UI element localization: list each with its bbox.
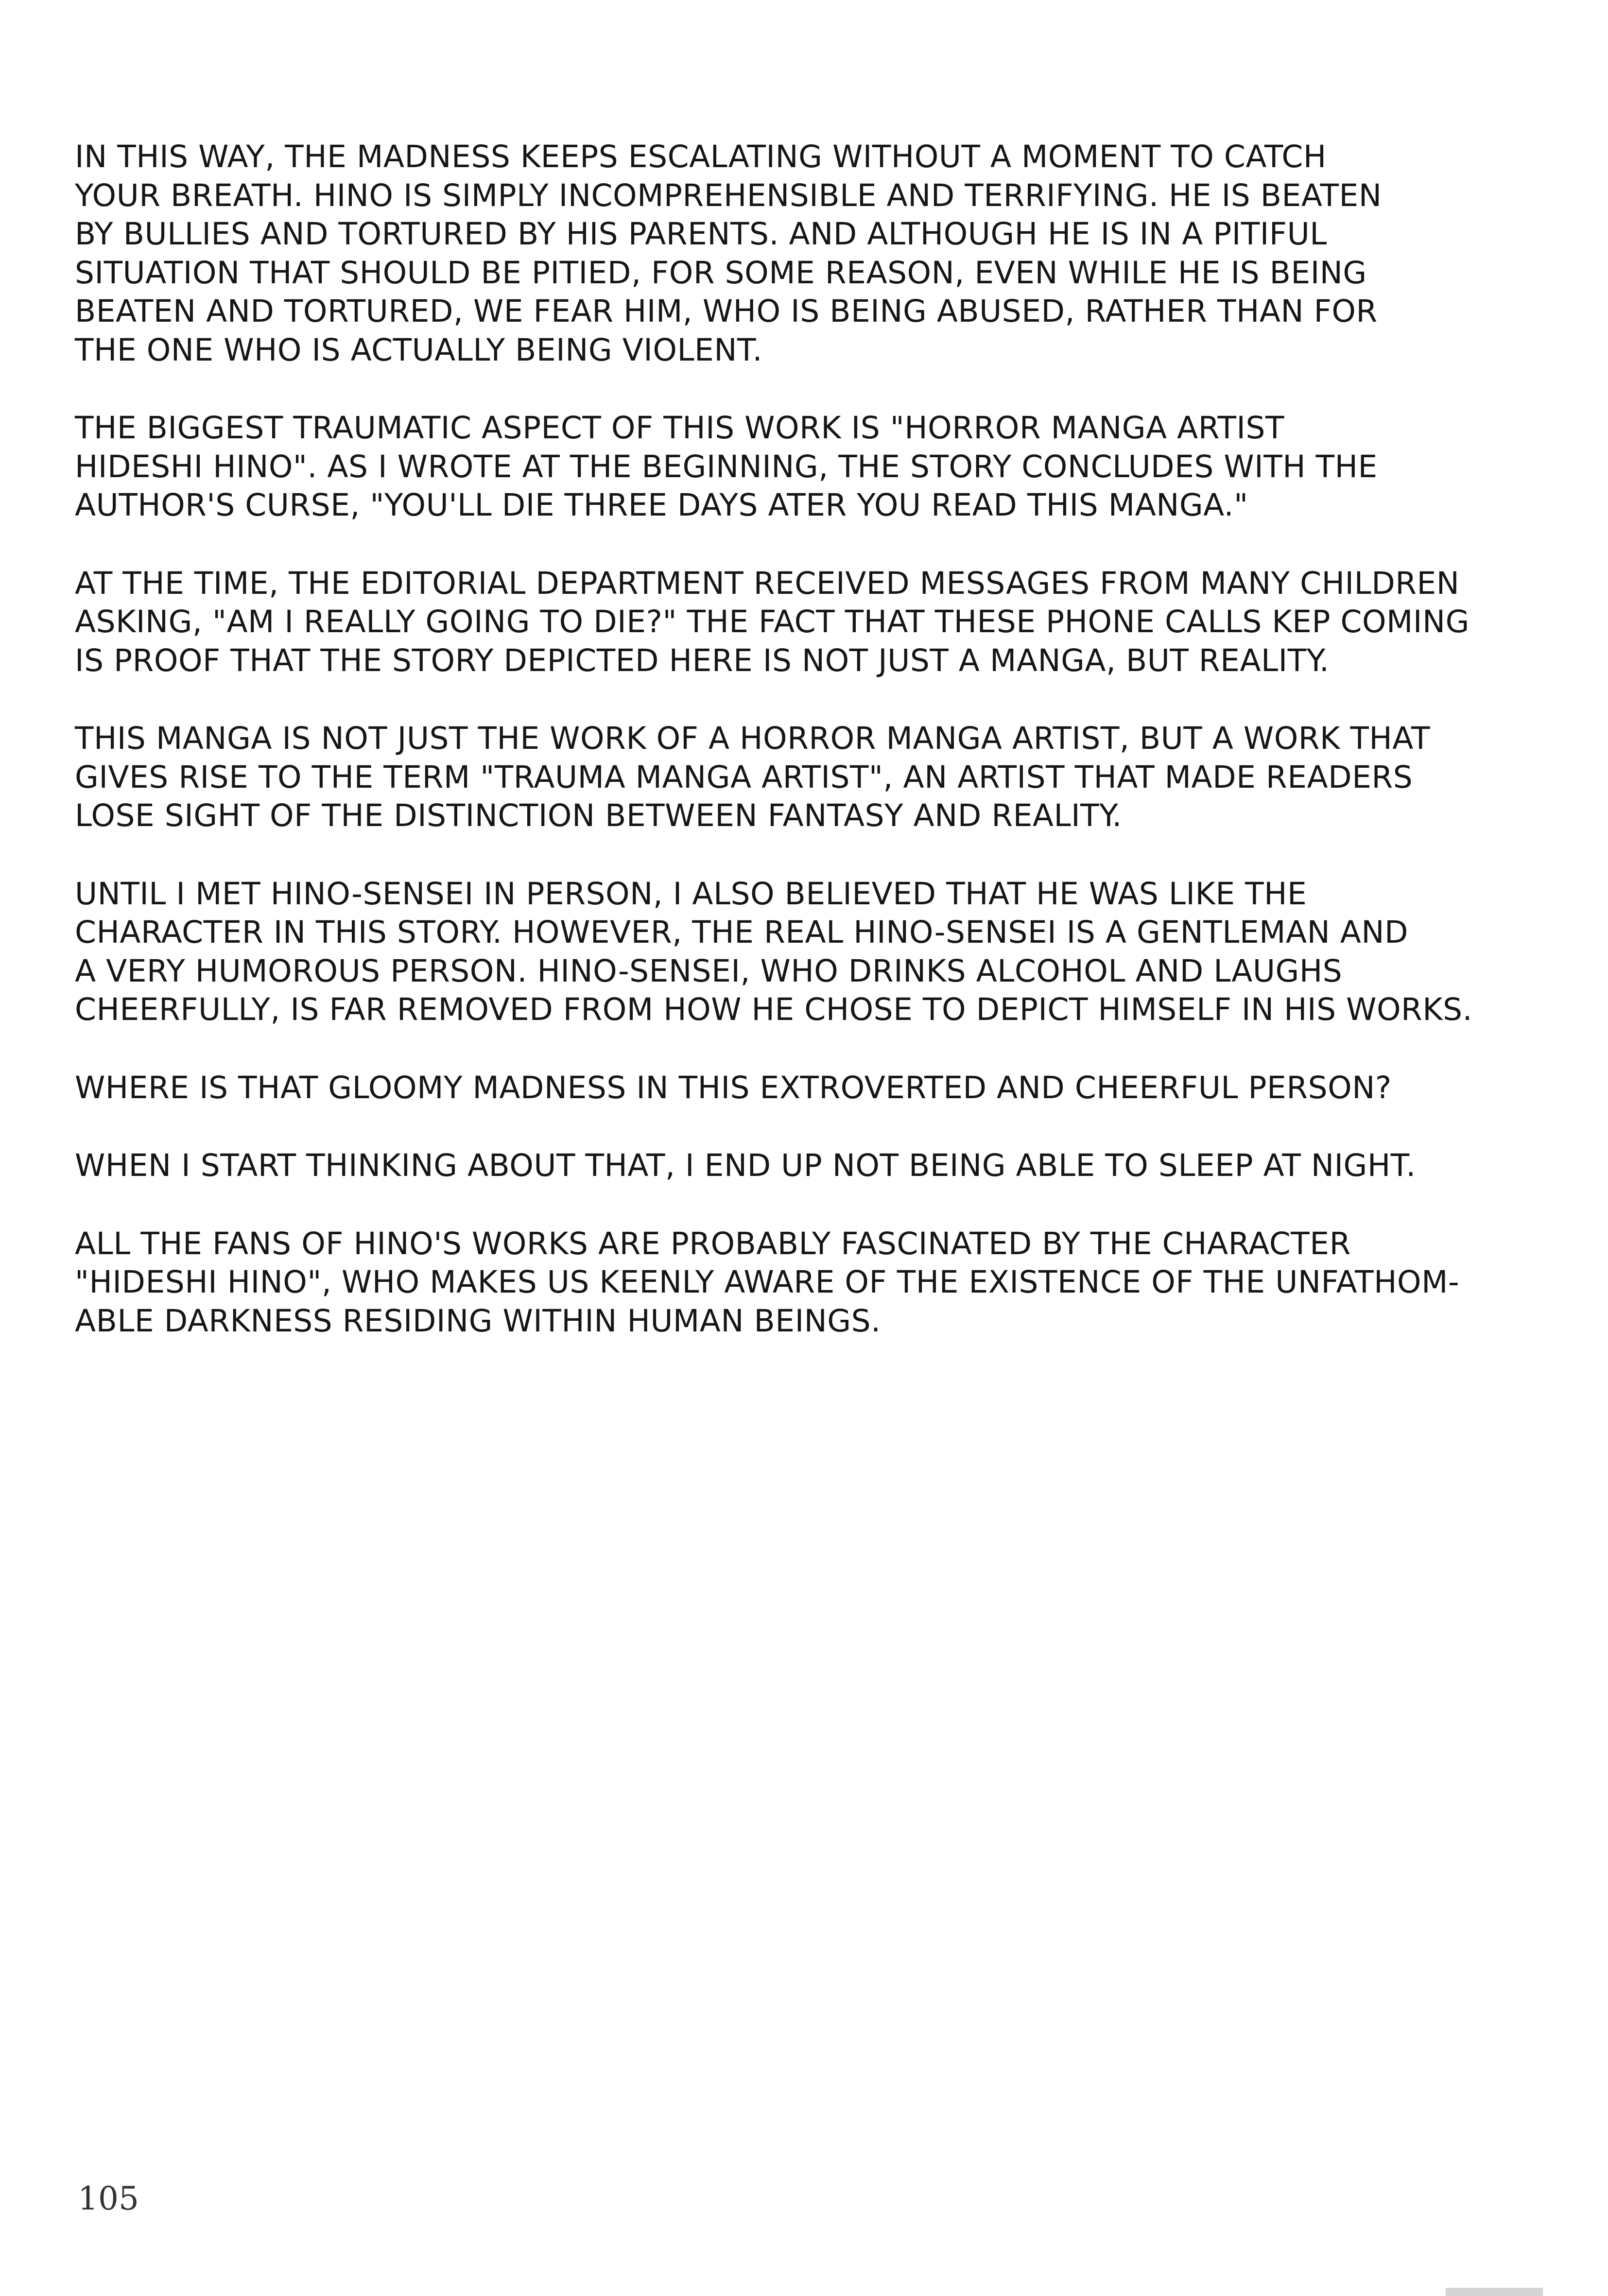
- text-line: ASKING, "AM I REALLY GOING TO DIE?" THE FACT THAT THESE PHONE CALLS KEP COMING: [75, 604, 1470, 639]
- paragraph: [75, 719, 1547, 835]
- text-line: SITUATION THAT SHOULD BE PITIED, FOR SOME REASON, EVEN WHILE HE IS BEING: [75, 255, 1367, 291]
- text-line: THIS MANGA IS NOT JUST THE WORK OF A HORROR MANGA ARTIST, BUT A WORK THAT: [75, 721, 1430, 756]
- text-line: ALL THE FANS OF HINO'S WORKS ARE PROBABLY FASCINATED BY THE CHARACTER: [75, 1226, 1351, 1261]
- paragraph: [75, 1146, 1547, 1185]
- paragraph: [75, 1225, 1547, 1341]
- body-text: [75, 138, 1547, 1380]
- paragraph: [75, 1069, 1547, 1107]
- text-line: THE ONE WHO IS ACTUALLY BEING VIOLENT.: [75, 332, 763, 368]
- text-line: "HIDESHI HINO", WHO MAKES US KEENLY AWARE OF THE EXISTENCE OF THE UNFATHOM-: [75, 1264, 1460, 1300]
- text-line: BY BULLIES AND TORTURED BY HIS PARENTS. AND ALTHOUGH HE IS IN A PITIFUL: [75, 216, 1327, 252]
- text-line: IN THIS WAY, THE MADNESS KEEPS ESCALATING WITHOUT A MOMENT TO CATCH: [75, 139, 1327, 174]
- text-line: CHEERFULLY, IS FAR REMOVED FROM HOW HE CHOSE TO DEPICT HIMSELF IN HIS WORKS.: [75, 992, 1473, 1027]
- text-line: CHARACTER IN THIS STORY. HOWEVER, THE REAL HINO-SENSEI IS A GENTLEMAN AND: [75, 915, 1408, 950]
- text-line: BEATEN AND TORTURED, WE FEAR HIM, WHO IS BEING ABUSED, RATHER THAN FOR: [75, 293, 1378, 329]
- paragraph: [75, 138, 1547, 369]
- scan-edge-mark: [1446, 2288, 1543, 2296]
- text-line: WHERE IS THAT GLOOMY MADNESS IN THIS EXTROVERTED AND CHEERFUL PERSON?: [75, 1070, 1392, 1105]
- text-line: THE BIGGEST TRAUMATIC ASPECT OF THIS WORK IS "HORROR MANGA ARTIST: [75, 410, 1284, 446]
- text-line: WHEN I START THINKING ABOUT THAT, I END UP NOT BEING ABLE TO SLEEP AT NIGHT.: [75, 1148, 1416, 1183]
- text-line: LOSE SIGHT OF THE DISTINCTION BETWEEN FANTASY AND REALITY.: [75, 798, 1122, 833]
- page-number: 105: [78, 2180, 139, 2217]
- text-line: YOUR BREATH. HINO IS SIMPLY INCOMPREHENSIBLE AND TERRIFYING. HE IS BEATEN: [75, 177, 1382, 213]
- paragraph: [75, 564, 1547, 680]
- text-line: A VERY HUMOROUS PERSON. HINO-SENSEI, WHO DRINKS ALCOHOL AND LAUGHS: [75, 953, 1343, 989]
- text-line: UNTIL I MET HINO-SENSEI IN PERSON, I ALSO BELIEVED THAT HE WAS LIKE THE: [75, 876, 1307, 912]
- paragraph: [75, 875, 1547, 1029]
- text-line: AUTHOR'S CURSE, "YOU'LL DIE THREE DAYS ATER YOU READ THIS MANGA.": [75, 487, 1248, 523]
- paragraph: [75, 409, 1547, 525]
- text-line: GIVES RISE TO THE TERM "TRAUMA MANGA ARTIST", AN ARTIST THAT MADE READERS: [75, 759, 1413, 795]
- text-line: ABLE DARKNESS RESIDING WITHIN HUMAN BEINGS.: [75, 1303, 881, 1339]
- text-line: AT THE TIME, THE EDITORIAL DEPARTMENT RECEIVED MESSAGES FROM MANY CHILDREN: [75, 565, 1460, 601]
- text-line: IS PROOF THAT THE STORY DEPICTED HERE IS NOT JUST A MANGA, BUT REALITY.: [75, 642, 1330, 678]
- text-line: HIDESHI HINO". AS I WROTE AT THE BEGINNING, THE STORY CONCLUDES WITH THE: [75, 449, 1378, 484]
